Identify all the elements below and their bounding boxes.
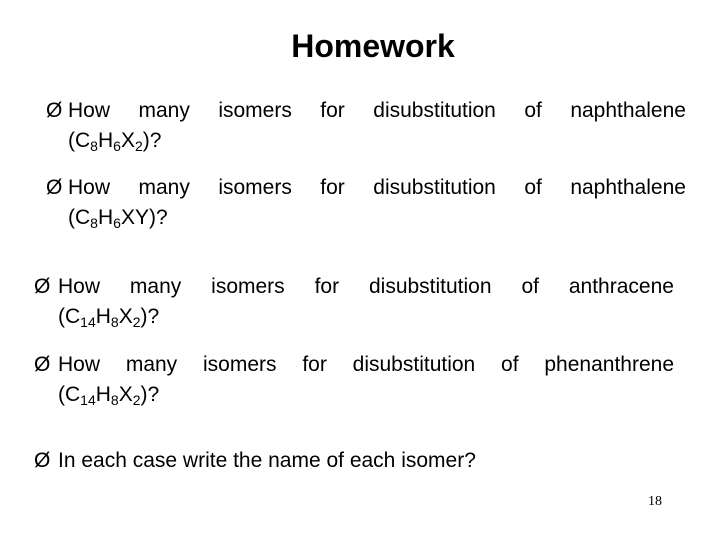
bullet-3-formula: $(C_{14}H_8X_2)$? (58, 305, 160, 330)
bullet-3-question: How many isomers for disubstitution of anthracene (58, 275, 674, 298)
page-number: 18 (648, 494, 662, 509)
slide-title: Homework (291, 28, 455, 64)
bullet-4 (34, 350, 674, 410)
bullet-5-text: In each case write the name of each isomer? (58, 449, 476, 472)
bullet-marker-icon: Ø (46, 99, 63, 122)
bullet-5 (34, 446, 674, 476)
bullet-1-formula: $(C_8H_6X_2)$? (68, 129, 162, 154)
bullet-2 (46, 173, 686, 233)
bullet-marker-icon: Ø (34, 449, 51, 472)
bullet-4-formula: $(C_{14}H_8X_2)$? (58, 383, 160, 408)
bullet-1 (46, 96, 686, 156)
bullet-2-formula: $(C_8H_6XY)$? (68, 206, 168, 231)
bullet-marker-icon: Ø (46, 176, 63, 199)
bullet-2-question: How many isomers for disubstitution of naphthalene (68, 176, 686, 199)
bullet-marker-icon: Ø (34, 353, 51, 376)
bullet-marker-icon: Ø (34, 275, 51, 298)
bullet-1-question: How many isomers for disubstitution of naphthalene (68, 99, 686, 122)
bullet-3 (34, 272, 674, 332)
bullet-4-question: How many isomers for disubstitution of phenanthrene (58, 353, 674, 376)
